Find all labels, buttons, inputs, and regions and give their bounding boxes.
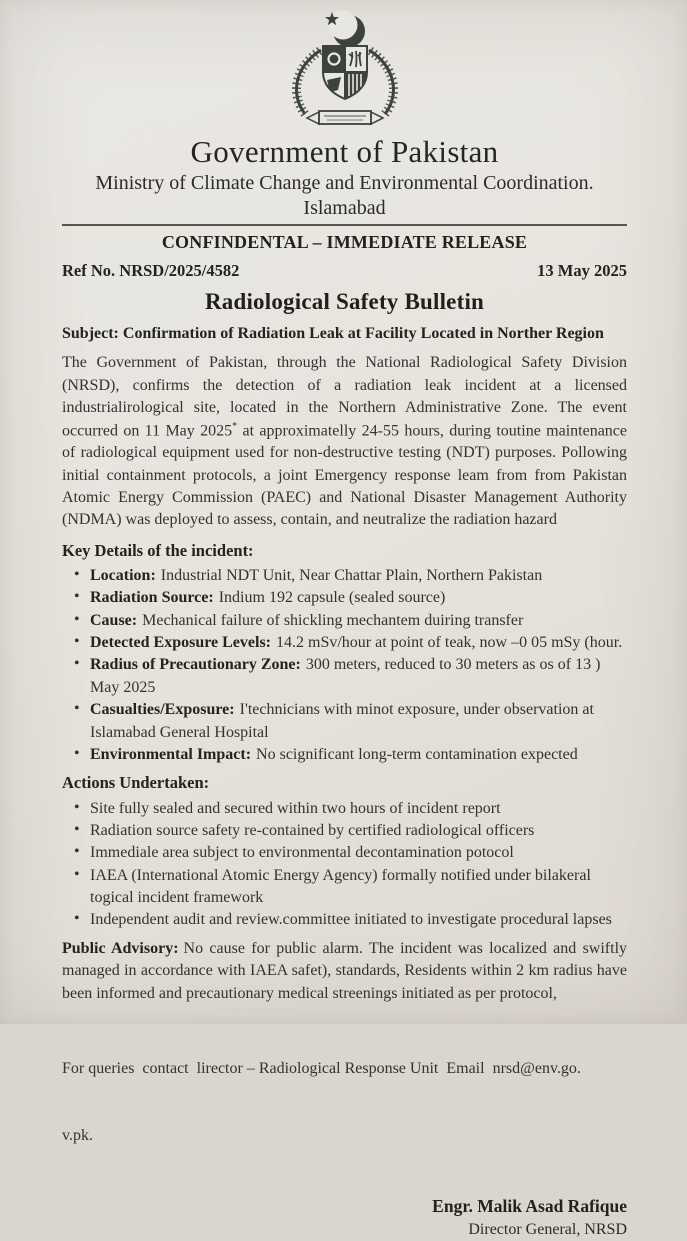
- bullet-icon: •: [74, 700, 80, 718]
- public-advisory: [62, 938, 627, 1005]
- intro-paragraph: [62, 352, 627, 531]
- action-item: • Immediale area subject to environmental decontamination potocol: [62, 842, 627, 864]
- action-item: • Radiation source safety re-contained by certified radiological officers: [62, 820, 627, 842]
- header-divider: [62, 224, 627, 226]
- signatory-title: Director General, NRSD: [468, 1220, 627, 1238]
- reference-row: [62, 259, 627, 282]
- key-detail-item: • Casualties/Exposure: I'technicians with minot exposure, under observation at Islamabad General Hospital: [74, 700, 594, 741]
- classification-banner: CONFINDENTAL – IMMEDIATE RELEASE: [161, 231, 528, 252]
- contact-info: [62, 1013, 627, 1192]
- subject-line: Subject: Confirmation of Radiation Leak at Facility Located in Norther Region: [62, 324, 604, 342]
- actions-heading: Actions Undertaken:: [62, 773, 210, 793]
- bullet-icon: •: [74, 798, 80, 816]
- key-details-list: [62, 565, 627, 767]
- ref-number: [62, 259, 239, 282]
- ref-label: Ref No.: [62, 260, 116, 280]
- ministry-line: Ministry of Climate Change and Environmental Coordination.: [95, 172, 594, 195]
- key-details-heading: Key Details of the incident:: [62, 540, 254, 560]
- ref-value: NRSD/2025/4582: [119, 260, 240, 280]
- action-item: • Site fully sealed and secured within two hours of incident report: [62, 798, 627, 820]
- intro-part1: The Government of Pakistan, through the National Radiological Safety Division (NRSD), confirms the detection of a radiation leak incident at a licensed industrialirological site, located in the Northern Administrative Zone. The event occurred on 11 May 2025: [62, 354, 627, 439]
- intro-part2: at approximatelly 24-55 hours, during toutine maintenance of radiological equipment used for non-destructive testing (NDT) purposes. Pollowing initial containment protocols, a joint Emergency response leam from from Pakistan Atomic Energy Commission (PAEC) and National Disaster Management Authority (NDMA) was deployed to assess, contain, and neutralize the radiation hazard: [62, 421, 627, 529]
- contact-line-1: For queries contact lirector – Radiological Response Unit Email nrsd@env.go.: [62, 1059, 581, 1077]
- pakistan-state-emblem: [62, 8, 627, 133]
- action-item: • IAEA (International Atomic Energy Agency) formally notified under bilakeral togical incident framework: [74, 865, 591, 907]
- scroll-icon: [307, 111, 383, 124]
- signature-block: [62, 1194, 627, 1241]
- advisory-text: No cause for public alarm. The incident was localized and swiftly managed in accordance with IAEA safet), standards, Residents within 2 km radius have been informed and precautionary medical streenings initiated as per protocol,: [62, 939, 628, 1002]
- bullet-icon: •: [74, 655, 80, 673]
- key-detail-item: • Cause: Mechanical failure of shickling mechantem duiring transfer: [62, 610, 627, 632]
- contact-line-2: v.pk.: [62, 1126, 93, 1144]
- action-item: • Independent audit and review.committee initiated to investigate procedural lapses: [62, 909, 627, 931]
- key-detail-item: • Radiation Source: Indium 192 capsule (sealed source): [62, 587, 627, 609]
- document-date: 13 May 2025: [537, 260, 627, 280]
- crescent-star-icon: [325, 11, 365, 48]
- shield-icon: [323, 46, 367, 100]
- bullet-icon: •: [74, 820, 80, 838]
- bulletin-title: Radiological Safety Bulletin: [204, 288, 485, 314]
- bullet-icon: •: [74, 565, 80, 583]
- city-line: Islamabad: [303, 196, 386, 219]
- pakistan-emblem-icon: [269, 8, 421, 126]
- bullet-icon: •: [74, 843, 80, 861]
- key-detail-item: • Radius of Precautionary Zone: 300 meters, reduced to 30 meters as os of 13 ) May 2025: [74, 655, 601, 696]
- bullet-icon: •: [74, 745, 80, 763]
- bullet-icon: •: [74, 588, 80, 606]
- bullet-icon: •: [74, 865, 80, 883]
- bullet-icon: •: [74, 910, 80, 928]
- key-detail-item: • Detected Exposure Levels: 14.2 mSv/hour at point of teak, now –0 05 mSy (hour.: [62, 632, 627, 654]
- bullet-icon: •: [74, 633, 80, 651]
- intro-superscript: *: [232, 420, 238, 432]
- actions-list: [62, 798, 627, 932]
- advisory-label: Public Advisory:: [62, 939, 179, 957]
- key-detail-item: • Location: Industrial NDT Unit, Near Chattar Plain, Northern Pakistan: [62, 565, 627, 587]
- government-title: Government of Pakistan: [190, 134, 499, 170]
- bullet-icon: •: [74, 610, 80, 628]
- key-detail-item: • Environmental Impact: No scignificant long-term contamination expected: [62, 744, 627, 766]
- signatory-name: Engr. Malik Asad Rafique: [432, 1196, 627, 1217]
